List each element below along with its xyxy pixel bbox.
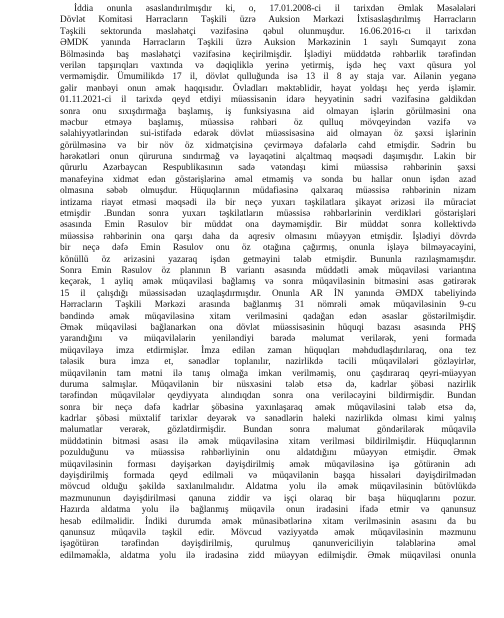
- text-line: məcbur etməyə başlamış, müəssisə rəhbəri öz qulluq mövqeyindən vəzifə və: [60, 117, 476, 128]
- text-line: verməmişdir. Ümumilikdə 17 il, dövlət qulluğunda isə 13 il 8 ay staja var. Ailənin yeganə: [60, 72, 476, 83]
- text-line: verilən tapşırıqları vaxtında və dəqiqliklə yerinə yetirmiş, işdə heç vaxt qüsura yol: [60, 60, 476, 71]
- text-line: görülməsinə və bir növ öz xidmətçisinə çevirməyə dəfələrlə cəhd etmişdir. Sədrin bu: [60, 140, 476, 151]
- text-line: işəgötürən tərəfindən dəyişdirilmiş, qurulmuş qanunvericiliyin tələblərinə əməl: [60, 539, 476, 550]
- text-line: müqaviləyə imza etdirmişlər. İmza edilən zaman hüquqları məhdudlaşdırılaraq, ona tez: [60, 345, 476, 356]
- text-line: əsasında Emin Rəsulov bir müddət ona dəyməmişdir. Bir müddət sonra kollektivdə: [60, 220, 476, 231]
- text-line: müəssisə rəhbərinin ona qarşı daha da aqresiv olmasını müəyyən etmişdir. İşlədiyi dövrdə: [60, 231, 476, 242]
- text-line: yarandığını və müqavilələrin yeniləndiyi barədə məlumat verilərək, yeni formada: [60, 334, 476, 345]
- text-line: intizama riayət etməsi məqsədi ilə bir neçə yuxarı təşkilatlara şikayət ərizəsi ilə müraciət: [60, 197, 476, 208]
- text-line: Hərracların Təşkili Mərkəzi arasında bağlanmış 31 nömrəli əmək müqaviləsinin 9-cu: [60, 300, 476, 311]
- text-line: Təşkili sektorunda məsləhətçi vəzifəsinə qəbul olunmuşdur. 16.06.2016-cı il tarixdən: [60, 26, 476, 37]
- text-line: məzmununun dəyişdirilməsi qanuna ziddir və işçi olaraq bir başa hüquqlarını pozur.: [60, 493, 476, 504]
- text-line: müddətinin bitməsi əsası ilə əmək müqaviləsinə xitam verilməsi bildirilmişdir. Hüquqlarının: [60, 436, 476, 447]
- text-line: Əmək müqaviləsi bağlanarkən ona dövlət müəssisəsinin hüquqi bazası əsasında PHŞ: [60, 322, 476, 333]
- document-page: [60, 4, 476, 562]
- text-line: dəyişdirilmiş formada qeyd edilməli və müqavilənin başqa hissələri dəyişdirilmədən: [60, 471, 476, 482]
- text-line: 01.11.2021-ci il tarixdə qeyd etdiyi müəssisənin idarə heyyətinin sədri vəzifəsinə gəldikdən: [60, 95, 476, 106]
- text-line: Hazırda aldatma yolu ilə bağlanmış müqavilə onun iradəsini ifadə etmir və qanunsuz: [60, 505, 476, 516]
- text-line: gəlir mənbəyi onun əmək haqqısıdır. Övladları məktəblidir, həyat yoldaşı heç yerdə işləmir.: [60, 83, 476, 94]
- text-line: səlahiyyətlərindən sui-istifadə edərək dövlət müəssisəsinə aid olmayan öz şəxsi işlərinin: [60, 129, 476, 140]
- text-line: kadrlar şöbəsi müxtəlif tarixlər deyərək və sənədlərin həleki nazirlikdə olması kimi yalnış: [60, 414, 476, 425]
- text-line: duruma salmışlar. Müqavilənin bir nüsxəsini tələb etsə də, kadrlar şöbəsi nazirlik: [60, 379, 476, 390]
- text-line: qanunsuz müqavilə təşkil edir. Mövcud vəziyyətdə əmək müqaviləsinin məzmunu: [60, 527, 476, 538]
- text-line: Bölməsində baş məsləhətçi vəzifəsinə keçirilmişdir. İşlədiyi müddətdə rəhbərlik tərəfindən: [60, 49, 476, 60]
- text-line: mənafeyinə xidmət edən göstərişlərinə əməl etməmiş və sonda bu hallar onun işdən azad: [60, 174, 476, 185]
- text-line: hesab edilməlidir. İndiki durumda əmək münasibətlərinə xitam verilməsinin əsasını da bu: [60, 516, 476, 527]
- text-line: bir neçə dəfə Emin Rəsulov onu öz otağına çağırmış, onunla işləyə bilməyəcəyini,: [60, 243, 476, 254]
- text-line: keçərək, 1 ayliq əmək müqaviləsi bağlamış və sonra müqaviləsinin bitməsini əsas gətirərək: [60, 277, 476, 288]
- text-line: hərəkətləri onun qüruruna sındırmağ və ləyaqətini alçaltmaq məqsədi daşımışdır. Lakin bir: [60, 152, 476, 163]
- text-line: məlumatlar verərək, gözlətdirmişdir. Bundan sonra məlumat göndərilərək müqavilə: [60, 425, 476, 436]
- text-line: İddia onunla əsaslandırılmışdır ki, o, 17.01.2008-ci il tarixdən Əmlak Məsələləri: [74, 4, 476, 14]
- text-line: etmişdir .Bundan sonra yuxarı təşkilatların müəssisə rəhbərlərinin verdikləri göstərişləri: [60, 209, 476, 220]
- text-line: sonra onu sıxışdırmağa başlamış, iş funksiyasına aid olmayan işlərin görülməsini ona: [60, 106, 476, 117]
- text-line: müqaviləsinin forması dəyişərkən dəyişdirilmiş əmək müqaviləsinə işə götürənin adı: [60, 459, 476, 470]
- text-line: mövcud olduğu şəkildə saxlanılmalıdır. Aldatma yolu ilə əmək müqaviləsinin bütövlükdə: [60, 482, 476, 493]
- text-line: tələsik bura imza et, sənədlər toplanılır, nazirlikdə təcili müqavilələri gözləyirlər,: [60, 357, 476, 368]
- text-line: tərəfindən müqavilələr qeydiyyata alındıqdan sonra ona veriləcəyini bildirmişdir. Bundan: [60, 391, 476, 402]
- text-line: könüllü öz ərizəsini yazaraq işdən getməyini tələb etmişdir. Bununla razılaşmamışdır.: [60, 254, 476, 265]
- text-line: sonra bir neçə dəfə kadrlar şöbəsinə yaxınlaşaraq əmək müqaviləsini tələb etsə də,: [60, 402, 476, 413]
- text-line: Sonra Emin Rəsulov öz planının B variantı əsasında müddətli əmək müqaviləsi variantına: [60, 265, 476, 276]
- text-line: edilməmək̈lə, aldatma yolu ilə iradəsinə zidd müəyyən edilmişdir. Əmək müqaviləsi onunla: [60, 550, 476, 561]
- text-line: pozulduğunu və müəssisə rəhbərliyinin onu aldatdığını müəyyən etmişdir. Əmək: [60, 448, 476, 459]
- text-line: 15 il çalışdığı müəssisədən uzaqlaşdırmışdır. Onunla AR İN yanında ƏMDX tabeliyində: [60, 288, 476, 299]
- text-line: Dövlət Komitəsi Hərracların Təşkili üzrə Auksion Mərkəzi İxtisaslaşdırılmış Hərracların: [60, 15, 476, 26]
- text-line: bəndində əmək müqaviləsinə xitam verilməsini qadağan edən əsaslar göstərilmişdir.: [60, 311, 476, 322]
- text-line: olmasına səbəb olmuşdur. Hüquqlarının müdafiəsinə qalxaraq müəssisə rəhbərinin nizam: [60, 186, 476, 197]
- text-line: qürurlu Azərbaycan Respublikasının sadə vətəndaşı kimi müəssisə rəhbərinin şəxsi: [60, 163, 476, 174]
- text-line: müqavilənin tam mətni ilə tanış olmağa imkan verilməmiş, onu çaşdıraraq qeyri-müəyyən: [60, 368, 476, 379]
- text-line: ƏMDK yanında Hərracların Təşkili üzrə Auksion Mərkəzinin 1 saylı Sumqayıt zona: [60, 38, 476, 49]
